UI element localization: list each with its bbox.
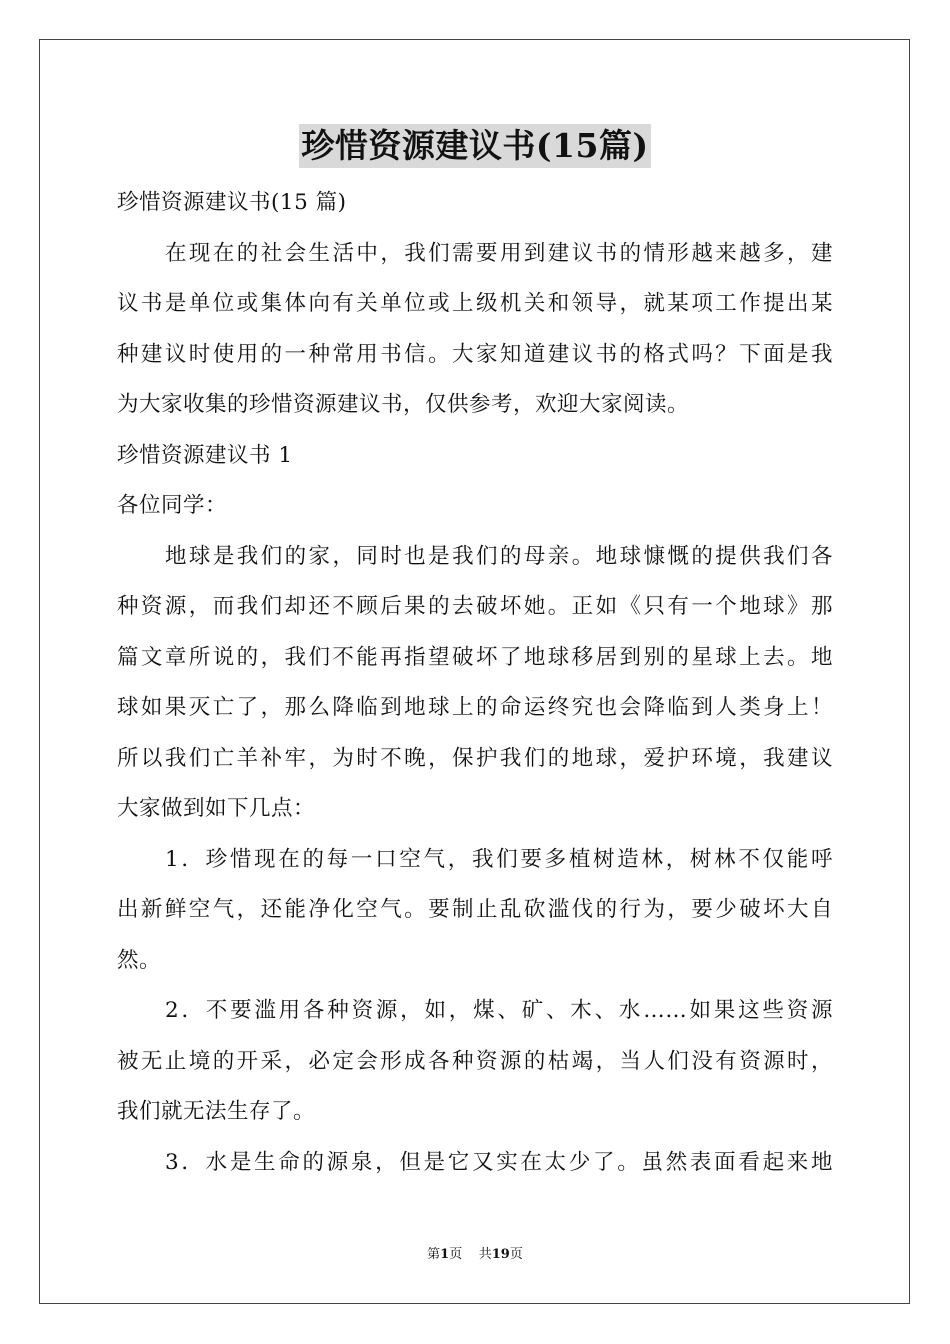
- document-body: [117, 178, 833, 1188]
- text-line: 珍惜资源建议书 1: [117, 442, 293, 468]
- text-line: 各位同学：: [117, 493, 228, 518]
- text-line: 种资源，而我们却还不顾后果的去破坏她。正如《只有一个地球》那: [117, 594, 833, 619]
- text-line: 2．不要滥用各种资源，如，煤、矿、木、水……如果这些资源: [165, 998, 833, 1023]
- text-line: 种建议时使用的一种常用书信。大家知道建议书的格式吗？下面是我: [117, 341, 833, 367]
- text-line: 地球是我们的家，同时也是我们的母亲。地球慷慨的提供我们各: [165, 543, 833, 569]
- text-line: 我们就无法生存了。: [117, 1099, 316, 1124]
- text-line: 在现在的社会生活中，我们需要用到建议书的情形越来越多，建: [165, 240, 833, 266]
- page-prefix: 第: [427, 1247, 441, 1262]
- text-line: 球如果灭亡了，那么降临到地球上的命运终究也会降临到人类身上！: [117, 695, 833, 720]
- text-line: 3．水是生命的源泉，但是它又实在太少了。虽然表面看起来地: [165, 1149, 833, 1175]
- total-prefix: 共: [478, 1247, 492, 1262]
- text-line: 为大家收集的珍惜资源建议书，仅供参考，欢迎大家阅读。: [117, 392, 690, 417]
- text-line: 议书是单位或集体向有关单位或上级机关和领导，就某项工作提出某: [117, 291, 833, 316]
- text-line: 出新鲜空气，还能净化空气。要制止乱砍滥伐的行为，要少破坏大自: [117, 897, 833, 922]
- text-line: 珍惜资源建议书(15 篇): [117, 190, 347, 215]
- page-unit: 页: [449, 1247, 463, 1262]
- total-pages: 19: [491, 1247, 510, 1262]
- text-line: 篇文章所说的，我们不能再指望破坏了地球移居到别的星球上去。地: [117, 644, 833, 670]
- text-line: 被无止境的开采，必定会形成各种资源的枯竭，当人们没有资源时，: [117, 1048, 833, 1074]
- total-unit: 页: [509, 1247, 523, 1262]
- text-line: 大家做到如下几点：: [117, 796, 316, 821]
- page-number: 1: [440, 1247, 450, 1262]
- text-line: 然。: [117, 947, 162, 973]
- text-line: 所以我们亡羊补牢，为时不晚，保护我们的地球，爱护环境，我建议: [117, 745, 833, 771]
- page-footer: [0, 1246, 950, 1264]
- document-title: 珍惜资源建议书(15篇): [299, 124, 650, 168]
- text-line: 1．珍惜现在的每一口空气，我们要多植树造林，树林不仅能呼: [165, 846, 833, 872]
- title-wrap: [0, 124, 950, 168]
